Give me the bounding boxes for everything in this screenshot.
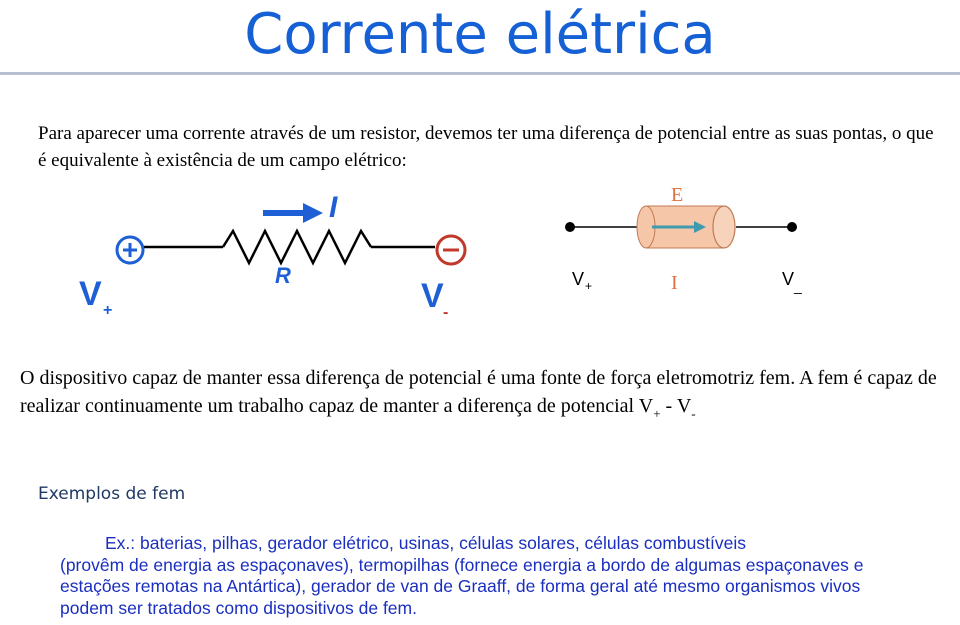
v-plus-label: V xyxy=(79,275,102,313)
title-divider xyxy=(0,72,960,75)
fem-paragraph-text: O dispositivo capaz de manter essa diferença de potencial é uma fonte de força eletromotriz fem. A fem é capaz de realizar continuamente um trabalho capaz de manter a diferença de potencial V xyxy=(20,367,937,417)
v-plus-sub: + xyxy=(103,302,113,319)
cyl-current-label: I xyxy=(671,272,678,294)
fem-paragraph xyxy=(20,364,950,428)
current-label: I xyxy=(329,191,338,224)
slide-title: Corrente elétrica xyxy=(244,2,716,67)
fem-sub-plus: + xyxy=(653,406,661,421)
resistor-circuit-diagram xyxy=(75,185,475,320)
field-label: E xyxy=(671,184,684,206)
cyl-v-plus-label: V xyxy=(572,269,585,289)
fem-sub-minus: - xyxy=(691,406,696,421)
examples-rest: (provêm de energia as espaçonaves), termopilhas (fornece energia a bordo de algumas espaçonaves e estações remotas na Antártica), gerador de van de Graaff, de forma geral até mesmo organismos vivos podem ser tratados como dispositivos de fem. xyxy=(60,554,864,618)
cyl-v-minus-label: V xyxy=(782,269,795,289)
intro-paragraph: Para aparecer uma corrente através de um resistor, devemos ter uma diferença de potencial entre as suas pontas, o que é equivalente à existência de um campo elétrico: xyxy=(38,123,934,171)
cyl-v-minus-sub: _ xyxy=(794,278,802,294)
resistor-label: R xyxy=(275,263,291,288)
examples-heading: Exemplos de fem xyxy=(38,484,186,504)
current-arrow-icon xyxy=(303,203,323,223)
examples-lead-line: Ex.: baterias, pilhas, gerador elétrico, usinas, células solares, células combustíveis xyxy=(105,533,746,553)
resistor-zigzag xyxy=(223,231,371,263)
v-minus-label: V xyxy=(421,277,444,315)
fem-paragraph-mid: - V xyxy=(660,395,692,417)
cyl-v-plus-sub: + xyxy=(585,279,593,293)
v-minus-sub: - xyxy=(443,304,449,320)
examples-text xyxy=(60,533,910,619)
field-cylinder-diagram xyxy=(560,175,830,300)
